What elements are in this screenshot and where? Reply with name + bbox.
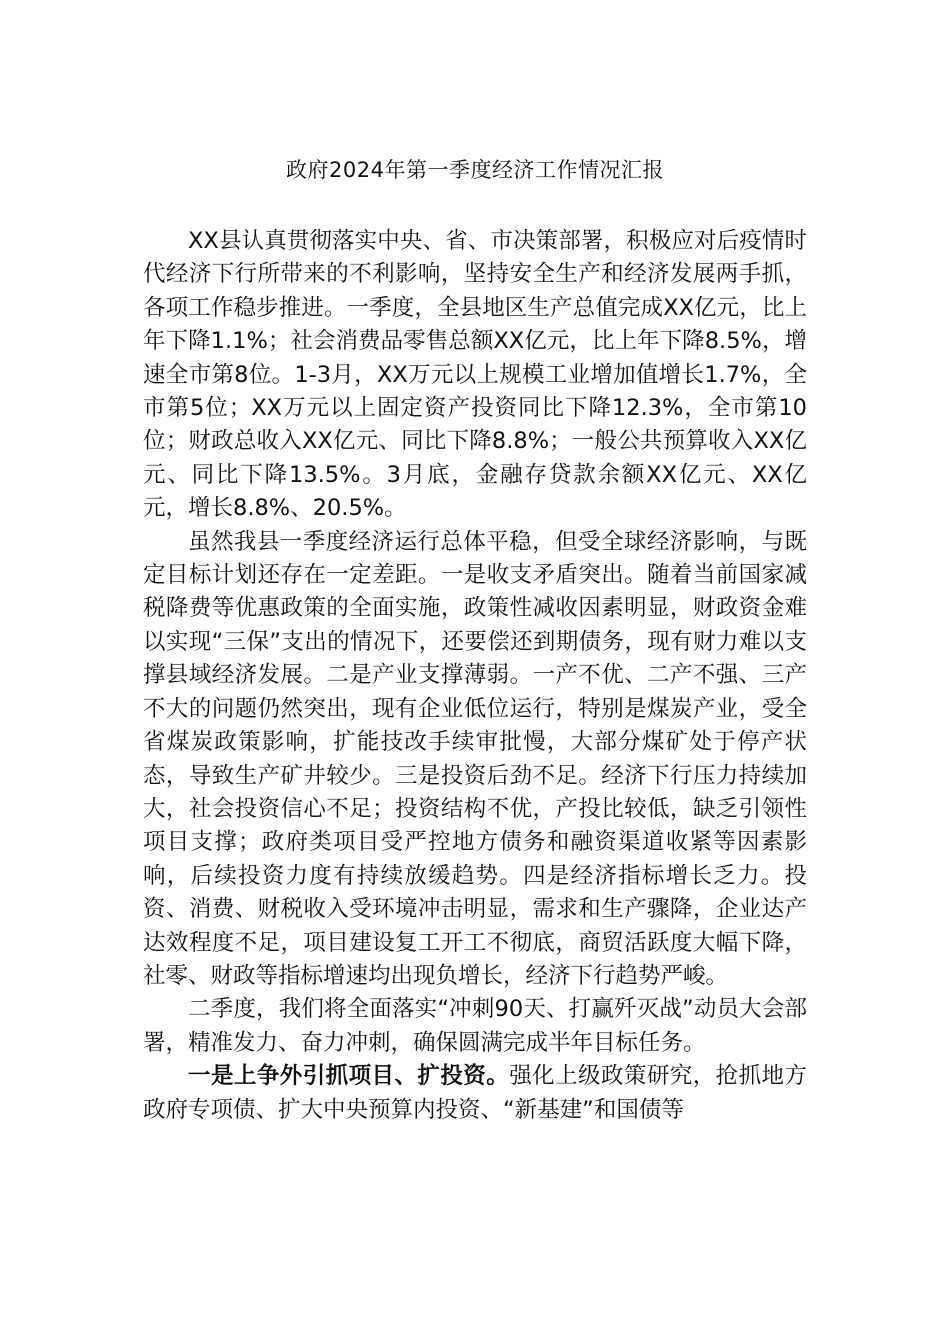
- paragraph-second-quarter: [143, 993, 807, 1060]
- paragraph-text: 虽然我县一季度经济运行总体平稳，但受全球经济影响，与既定目标计划还存在一定差距。一是收支矛盾突出。随着当前国家减税降费等优惠政策的全面实施，政策性减收因素明显，财政资金难以实现“三保”支出的情况下，还要偿还到期债务，现有财力难以支撑县域经济发展。二是产业支撑薄弱。一产不优、二产不强、三产不大的问题仍然突出，现有企业低位运行，特别是煤炭产业，受全省煤炭政策影响，扩能技改手续审批慢，大部分煤矿处于停产状态，导致生产矿井较少。三是投资后劲不足。经济下行压力持续加大，社会投资信心不足；投资结构不优，产投比较低，缺乏引领性项目支撑；政府类项目受严控地方债务和融资渠道收紧等因素影响，后续投资力度有持续放缓趋势。四是经济指标增长乏力。投资、消费、财税收入受环境冲击明显，需求和生产骤降，企业达产达效程度不足，项目建设复工开工不彻底，商贸活跃度大幅下降，社零、财政等指标增速均出现负增长，经济下行趋势严峻。: [143, 528, 807, 989]
- document-body: [143, 225, 807, 1127]
- paragraph-problems: [143, 526, 807, 994]
- paragraph-overview: [143, 225, 807, 526]
- paragraph-text: 强化上级政策研究，抢抓地方政府专项债、扩大中央预算内投资、“新基建”和国债等: [143, 1063, 807, 1123]
- paragraph-lead: 一是上争外引抓项目、扩投资。: [188, 1063, 510, 1090]
- document-title: 政府2024年第一季度经济工作情况汇报: [286, 158, 664, 182]
- paragraph-text: XX县认真贯彻落实中央、省、市决策部署，积极应对后疫情时代经济下行所带来的不利影响，坚持安全生产和经济发展两手抓，各项工作稳步推进。一季度，全县地区生产总值完成XX亿元，比上年下降1.1%；社会消费品零售总额XX亿元，比上年下降8.5%，增速全市第8位。1-3月，XX万元以上规模工业增加值增长1.7%，全市第5位；XX万元以上固定资产投资同比下降12.3%，全市第10位；财政总收入XX亿元、同比下降8.8%；一般公共预算收入XX亿元、同比下降13.5%。3月底，金融存贷款余额XX亿元、XX亿元，增长8.8%、20.5%。: [143, 228, 807, 522]
- paragraph-measure-one: [143, 1060, 807, 1127]
- paragraph-text: 二季度，我们将全面落实“冲刺90天、打赢歼灭战”动员大会部署，精准发力、奋力冲刺，确保圆满完成半年目标任务。: [143, 996, 807, 1056]
